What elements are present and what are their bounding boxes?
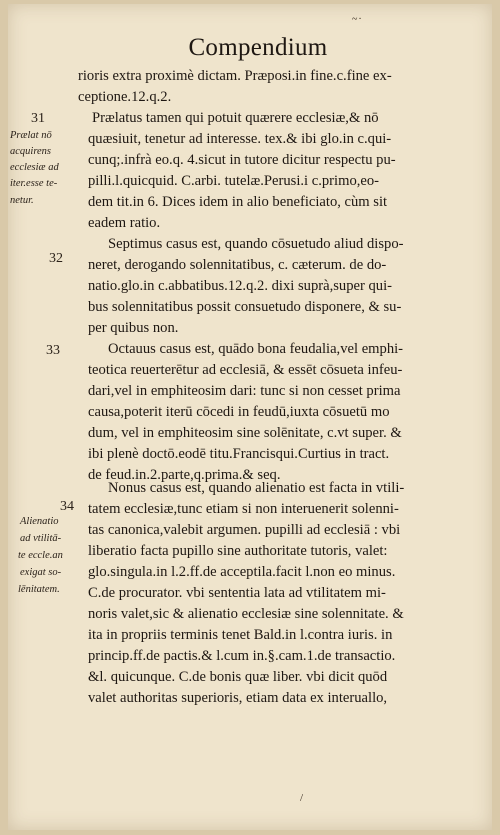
- paragraph-number: 33: [46, 343, 60, 358]
- text-line: Septimus casus est, quando cōsuetudo aliud dispo-: [108, 236, 404, 252]
- paragraph-number: 31: [31, 111, 45, 126]
- text-line: ceptione.12.q.2.: [78, 89, 172, 105]
- running-head: Compendium: [188, 34, 328, 61]
- text-line: tas canonica,valebit argumen. pupilli ad ecclesiā : vbi: [88, 522, 401, 538]
- margin-note-line: te eccle.an: [18, 550, 63, 561]
- text-line: eadem ratio.: [88, 215, 161, 231]
- text-line: princip.ff.de pactis.& l.cum in.§.cam.1.de transactio.: [88, 648, 396, 664]
- text-line: ita in propriis terminis tenet Bald.in l.contra iuris. in: [88, 627, 393, 643]
- text-line: Nonus casus est, quando alienatio est facta in vtili-: [108, 480, 405, 496]
- margin-note-line: Alienatio: [20, 516, 59, 527]
- margin-note-line: ad vtilitā-: [20, 533, 62, 544]
- text-line: C.de procurator. vbi sententia lata ad vtilitatem mi-: [88, 585, 386, 601]
- margin-note-line: lēnitatem.: [18, 584, 60, 595]
- text-line: Prælatus tamen qui potuit quærere ecclesiæ,& nō: [92, 110, 379, 126]
- text-line: &l. quicunque. C.de bonis quæ liber. vbi dicit quōd: [88, 669, 388, 685]
- book-page: [8, 4, 492, 830]
- text-line: per quibus non.: [88, 320, 179, 336]
- text-line: bus solennitatibus possit consuetudo disponere, & su-: [88, 299, 402, 315]
- text-line: valet authoritas superioris, etiam data ex interuallo,: [88, 690, 388, 706]
- text-line: teotica reuerterētur ad ecclesiā, & essēt cōsueta infeu-: [88, 362, 403, 378]
- paragraph-number: 34: [60, 499, 74, 514]
- margin-note-line: acquirens: [10, 146, 52, 157]
- text-line: quæsiuit, tenetur ad interesse. tex.& ibi glo.in c.qui-: [88, 131, 392, 147]
- margin-note-line: Prælat nō: [10, 130, 52, 141]
- paragraph-number: 32: [49, 251, 63, 266]
- text-line: cunq;.infrà eo.q. 4.sicut in tutore dicitur respectu pu-: [88, 152, 396, 168]
- margin-note-line: netur.: [10, 195, 34, 206]
- text-line: neret, derogando solennitatibus, c. cæterum. de do-: [88, 257, 387, 273]
- margin-note-line: ecclesiæ ad: [10, 162, 59, 173]
- page-corner-mark: ~·: [352, 14, 363, 25]
- text-line: tatem ecclesiæ,tunc etiam si non interuenerit solenni-: [88, 501, 399, 517]
- text-line: rioris extra proximè dictam. Præposi.in fine.c.fine ex-: [78, 68, 392, 84]
- text-line: dari,vel in emphiteosim dari: tunc si non cesset prima: [88, 383, 401, 399]
- text-line: ibi plenè doctō.eodē titu.Francisqui.Curtius in tract.: [88, 446, 390, 462]
- signature-mark: /: [300, 792, 304, 804]
- text-line: glo.singula.in l.2.ff.de acceptila.facit l.non eo minus.: [88, 564, 396, 580]
- text-line: natio.glo.in c.abbatibus.12.q.2. dixi suprà,super qui-: [88, 278, 392, 294]
- text-line: dum, vel in emphiteosim sine solēnitate, c.vt super. &: [88, 425, 402, 441]
- text-line: Octauus casus est, quādo bona feudalia,vel emphi-: [108, 341, 404, 357]
- text-line: causa,poterit iterū cōcedi in feudū,iuxta cōsuetū mo: [88, 404, 390, 420]
- text-line: de feud.in.2.parte,q.prima.& seq.: [88, 467, 281, 483]
- text-line: pilli.l.quicquid. C.arbi. tutelæ.Perusi.i c.primo,eo-: [88, 173, 380, 189]
- margin-note-line: exigat so-: [20, 567, 62, 578]
- margin-note-line: iter.esse te-: [10, 178, 58, 189]
- text-line: dem tit.in 6. Dices idem in alio beneficiato, cùm sit: [88, 194, 388, 210]
- text-line: liberatio facta pupillo sine authoritate tutoris, valet:: [88, 543, 388, 559]
- text-line: noris valet,sic & alienatio ecclesiæ sine solennitate. &: [88, 606, 404, 622]
